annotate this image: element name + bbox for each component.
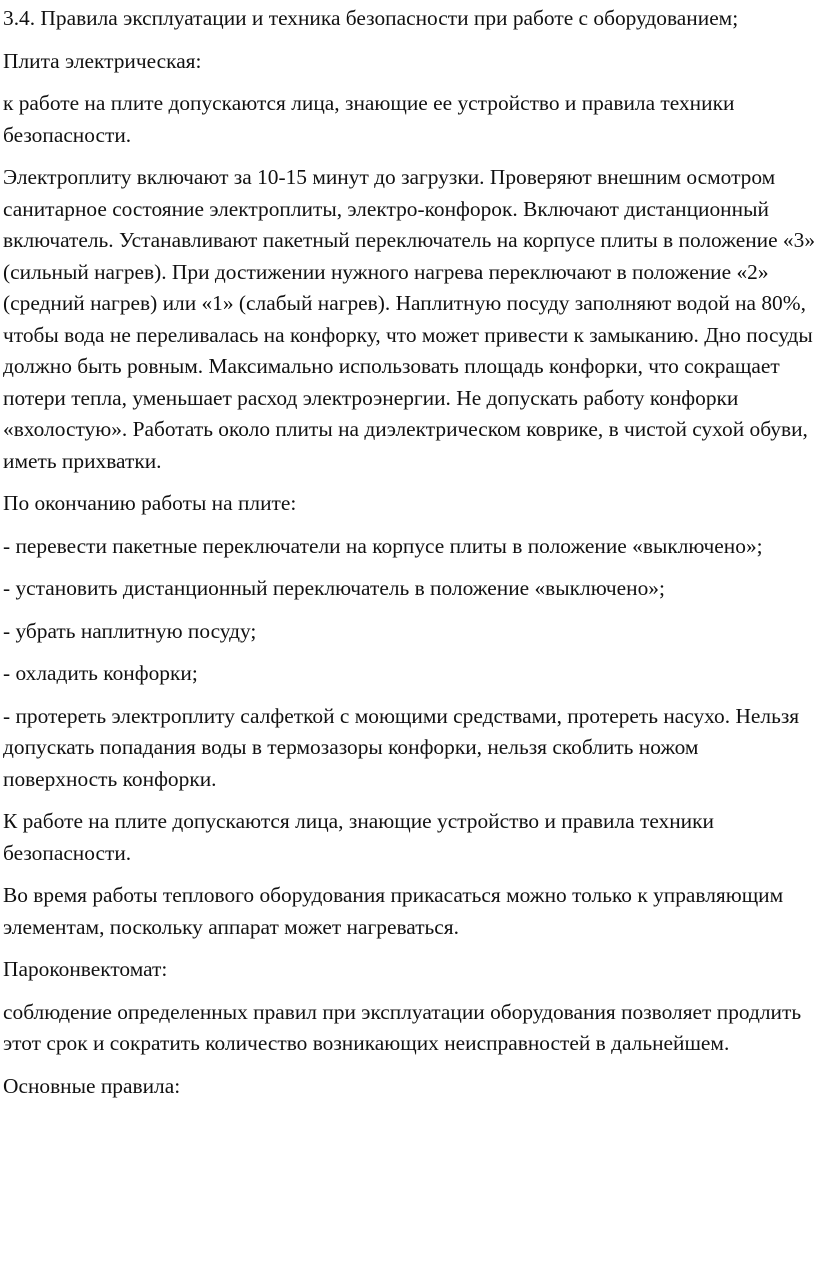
list-item: - установить дистанционный переключатель в положение «выключено»; xyxy=(3,576,665,600)
list-item: - убрать наплитную посуду; xyxy=(3,618,257,643)
paragraph-operation: Электроплиту включают за 10-15 минут до загрузки. Проверяют внешним осмотром санитарное состояние электроплиты, электро-конфорок. Включают дистанционный включатель. Устанавливают пакетный переключатель на корпусе плиты в положение «3» (сильный нагрев). При достижении нужного нагрева переключают в положение «2» (средний нагрев) или «1» (слабый нагрев). Наплитную посуду заполняют водой на 80%, чтобы вода не переливалась на конфорку, что может привести к замыканию. Дно посуды должно быть ровным. Максимально использовать площадь конфорки, что сокращает потери тепла, уменьшает расход электроэнергии. Не допускать работу конфорки «вхолостую». Работать около плиты на диэлектрическом коврике, в чистой сухой обуви, иметь прихватки. xyxy=(3,165,816,473)
section-heading: 3.4. Правила эксплуатации и техника безопасности при работе с оборудованием; xyxy=(3,6,739,30)
list-item: - охладить конфорки; xyxy=(3,661,198,685)
paragraph-rules-benefit: соблюдение определенных правил при эксплуатации оборудования позволяет продлить этот срок и сократить количество возникающих неисправностей в дальнейшем. xyxy=(3,999,802,1055)
list-item: - перевести пакетные переключатели на корпусе плиты в положение «выключено»; xyxy=(3,533,763,558)
subheading-after-work: По окончанию работы на плите: xyxy=(3,491,297,515)
subheading-electric-stove: Плита электрическая: xyxy=(3,48,202,73)
paragraph-admission: к работе на плите допускаются лица, знающие ее устройство и правила техники безопасности. xyxy=(3,91,735,147)
paragraph-admission-repeat: К работе на плите допускаются лица, знающие устройство и правила техники безопасности. xyxy=(3,809,714,865)
subheading-combi-steamer: Пароконвектомат: xyxy=(3,957,168,981)
subheading-main-rules: Основные правила: xyxy=(3,1073,181,1098)
list-item: - протереть электроплиту салфеткой с моющими средствами, протереть насухо. Нельзя допускать попадания воды в термозазоры конфорки, нельзя скоблить ножом поверхность конфорки. xyxy=(3,703,800,791)
paragraph-touch-warning: Во время работы теплового оборудования прикасаться можно только к управляющим элементам, поскольку аппарат может нагреваться. xyxy=(3,883,784,939)
